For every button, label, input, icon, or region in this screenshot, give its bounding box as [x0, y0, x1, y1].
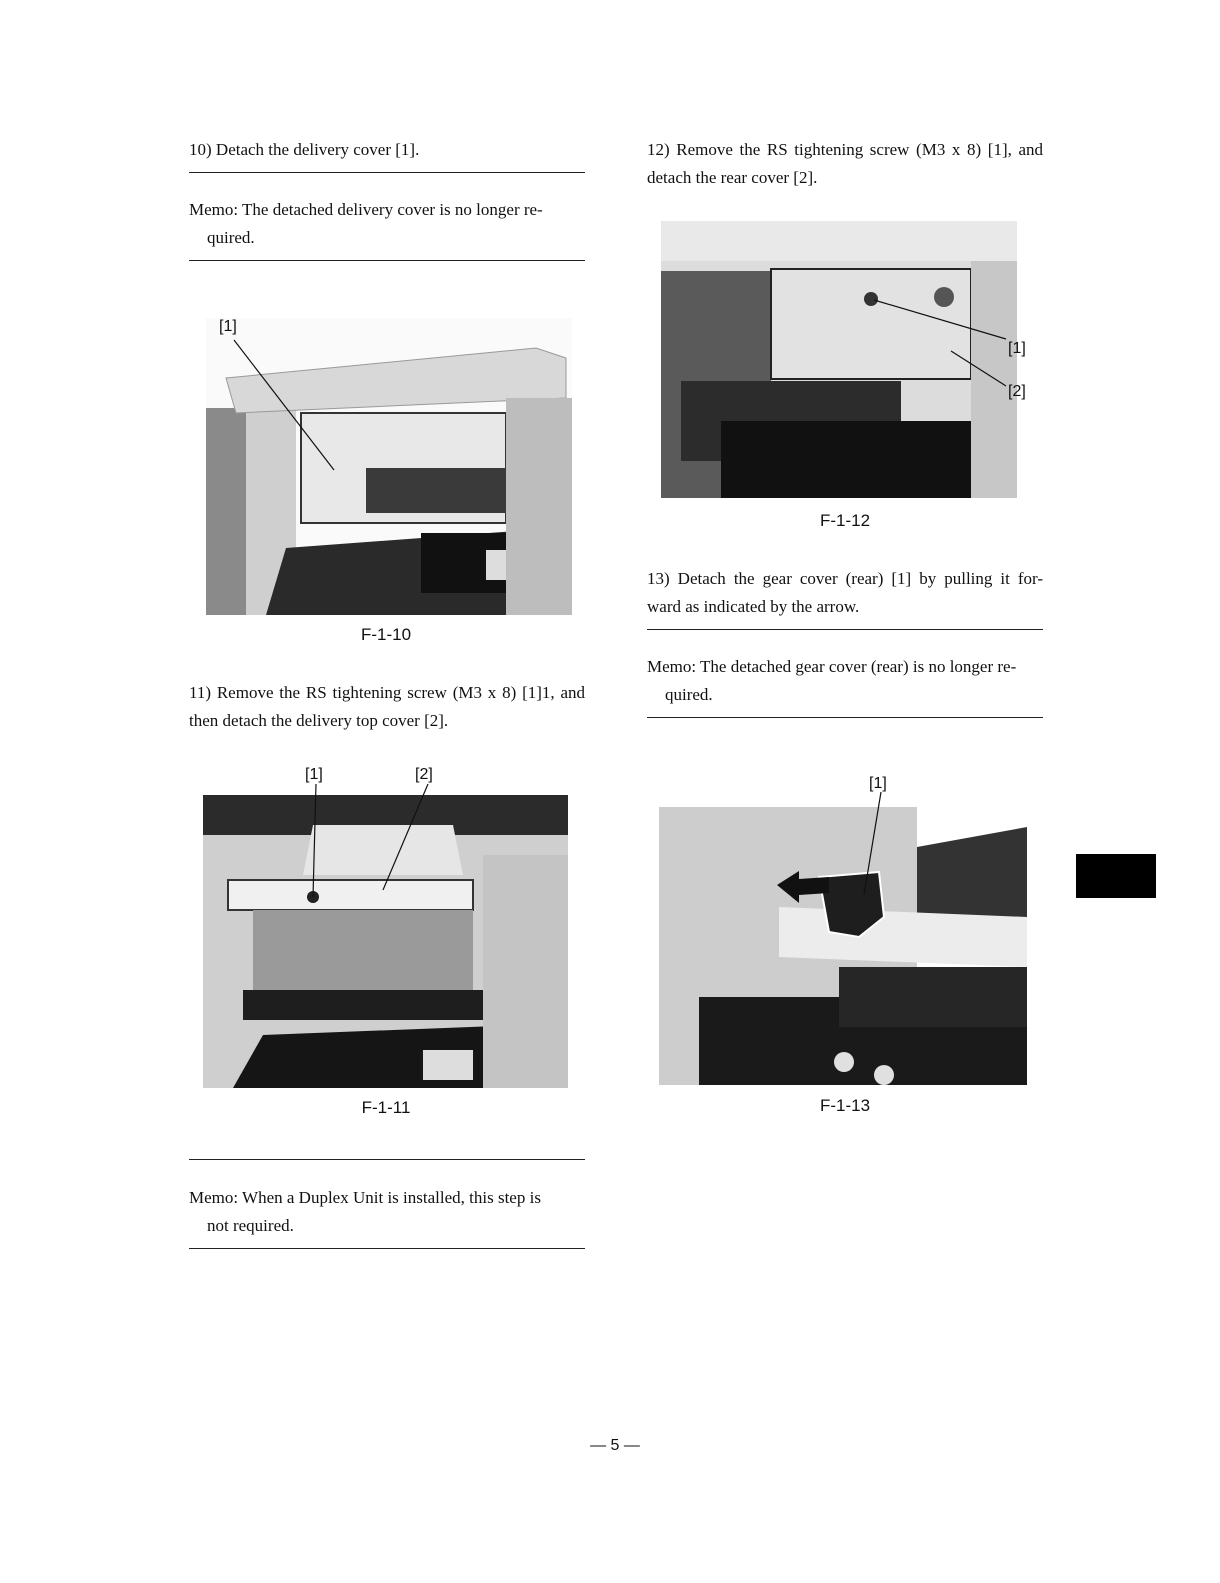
memo-line: quired.: [207, 228, 255, 247]
memo-step-13: [647, 653, 1043, 709]
memo-step-11: [189, 1184, 585, 1240]
step-13-text: 13) Detach the gear cover (rear) [1] by pulling it for- ward as indicated by the arrow.: [647, 569, 1043, 616]
leader-lines-f11: [203, 760, 568, 920]
callout-label: [2]: [1008, 383, 1026, 400]
callout-label: [1]: [219, 318, 237, 335]
figure-caption: F-1-12: [819, 511, 871, 530]
memo-divider: [189, 1159, 585, 1160]
memo-line: quired.: [665, 685, 713, 704]
memo-line: Memo: The detached gear cover (rear) is no longer re-: [647, 657, 1017, 676]
step-12-text: 12) Remove the RS tightening screw (M3 x 8) [1], and detach the rear cover [2].: [647, 140, 1043, 187]
memo-line: Memo: When a Duplex Unit is installed, this step is: [189, 1188, 541, 1207]
callout-label: [1]: [1008, 340, 1026, 357]
memo-divider: [189, 1248, 585, 1249]
memo-line: Memo: The detached delivery cover is no longer re-: [189, 200, 543, 219]
memo-divider: [647, 717, 1043, 718]
page-number: — 5 —: [590, 1437, 640, 1454]
step-11-text: 11) Remove the RS tightening screw (M3 x 8) [1]1, and then detach the delivery top cover [2].: [189, 683, 585, 730]
figure-caption: F-1-10: [360, 625, 412, 644]
memo-divider: [647, 629, 1043, 630]
figure-caption: F-1-13: [819, 1096, 871, 1115]
memo-divider: [189, 260, 585, 261]
callout-label: [2]: [415, 766, 433, 783]
callout-label: [1]: [869, 775, 887, 792]
figure-caption: F-1-11: [361, 1098, 411, 1117]
memo-step-10: [189, 196, 585, 252]
leader-line-f10: [206, 318, 572, 618]
memo-line: not required.: [207, 1216, 294, 1235]
section-tab-marker: [1076, 854, 1156, 898]
callout-label: [1]: [305, 766, 323, 783]
step-10-text: 10) Detach the delivery cover [1].: [189, 140, 420, 159]
memo-divider: [189, 172, 585, 173]
leader-line-f13: [659, 790, 1027, 930]
leader-lines-f12: [661, 221, 1041, 421]
